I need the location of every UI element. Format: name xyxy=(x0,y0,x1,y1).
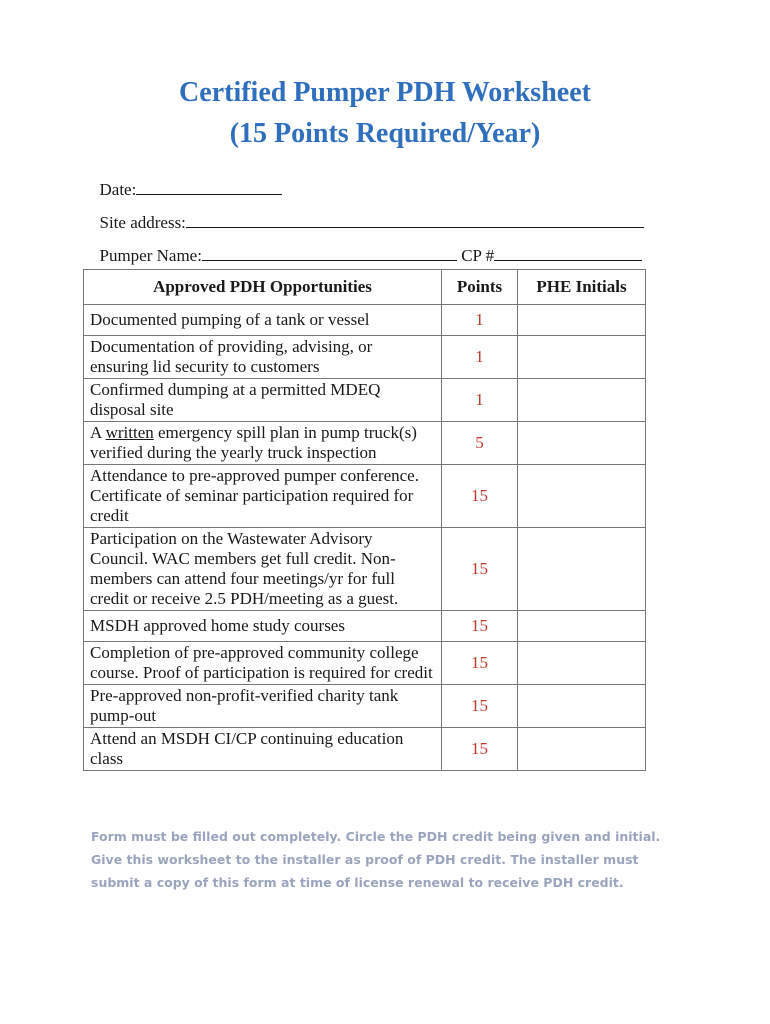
opportunity-text: MSDH approved home study courses xyxy=(90,616,345,635)
opportunity-text: Documentation of providing, advising, or xyxy=(90,337,373,356)
opportunity-cell xyxy=(84,528,442,611)
phe-initials-cell[interactable] xyxy=(518,611,646,642)
opportunity-text: Documented pumping of a tank or vessel xyxy=(90,310,370,329)
opportunity-text: Attend an MSDH CI/CP continuing education xyxy=(90,729,404,748)
footer-instructions xyxy=(91,825,711,894)
opportunity-text: Completion of pre-approved community college xyxy=(90,643,419,662)
footer-line: Give this worksheet to the installer as proof of PDH credit. The installer must xyxy=(91,852,639,867)
table-row xyxy=(84,305,646,336)
table-row xyxy=(84,379,646,422)
points-cell[interactable]: 15 xyxy=(442,642,518,685)
table-header-row xyxy=(84,270,646,305)
phe-initials-cell[interactable] xyxy=(518,336,646,379)
opportunity-cell xyxy=(84,685,442,728)
opportunity-text: course. Proof of participation is required for credit xyxy=(90,663,433,682)
opportunity-text: Council. WAC members get full credit. Non- xyxy=(90,549,396,568)
opportunity-text: Confirmed dumping at a permitted MDEQ xyxy=(90,380,381,399)
points-cell[interactable]: 15 xyxy=(442,611,518,642)
opportunity-text: class xyxy=(90,749,124,768)
opportunity-cell xyxy=(84,305,442,336)
footer-line: submit a copy of this form at time of license renewal to receive PDH credit. xyxy=(91,875,624,890)
table-row xyxy=(84,611,646,642)
opportunity-text: Certificate of seminar participation required for xyxy=(90,486,414,505)
opportunity-cell xyxy=(84,728,442,771)
points-cell[interactable]: 5 xyxy=(442,422,518,465)
table-row xyxy=(84,336,646,379)
opportunity-text: A xyxy=(90,423,106,442)
phe-initials-cell[interactable] xyxy=(518,422,646,465)
phe-initials-cell[interactable] xyxy=(518,685,646,728)
opportunity-text: disposal site xyxy=(90,400,174,419)
points-cell[interactable]: 15 xyxy=(442,685,518,728)
points-cell[interactable]: 15 xyxy=(442,728,518,771)
table-row xyxy=(84,728,646,771)
opportunity-text: Participation on the Wastewater Advisory xyxy=(90,529,373,548)
pumper-name-blank[interactable] xyxy=(202,245,457,261)
footer-line: Form must be filled out completely. Circle the PDH credit being given and initial. xyxy=(91,829,661,844)
phe-initials-cell[interactable] xyxy=(518,305,646,336)
opportunity-cell xyxy=(84,465,442,528)
table-row xyxy=(84,685,646,728)
opportunity-text: verified during the yearly truck inspection xyxy=(90,443,377,462)
points-cell[interactable]: 15 xyxy=(442,465,518,528)
phe-initials-cell[interactable] xyxy=(518,379,646,422)
opportunity-text: pump-out xyxy=(90,706,157,725)
header-phe-initials: PHE Initials xyxy=(518,270,646,305)
phe-initials-cell[interactable] xyxy=(518,728,646,771)
opportunity-text: emergency spill plan in pump truck(s) xyxy=(153,423,417,442)
table-row xyxy=(84,528,646,611)
pumper-name-label: Pumper Name: xyxy=(99,246,202,265)
opportunity-text: members can attend four meetings/yr for full xyxy=(90,569,395,588)
phe-initials-cell[interactable] xyxy=(518,528,646,611)
header-opportunities: Approved PDH Opportunities xyxy=(84,270,442,305)
phe-initials-cell[interactable] xyxy=(518,465,646,528)
date-label: Date: xyxy=(99,180,137,199)
points-cell[interactable]: 1 xyxy=(442,305,518,336)
opportunity-cell xyxy=(84,336,442,379)
opportunity-cell xyxy=(84,379,442,422)
opportunity-text: ensuring lid security to customers xyxy=(90,357,320,376)
table-row xyxy=(84,422,646,465)
opportunity-text: credit xyxy=(90,506,129,525)
page-subtitle: (15 Points Required/Year) xyxy=(229,118,541,149)
points-cell[interactable]: 1 xyxy=(442,379,518,422)
underlined-word: written xyxy=(105,423,154,442)
opportunity-text: Attendance to pre-approved pumper conference. xyxy=(90,466,419,485)
opportunity-cell xyxy=(84,422,442,465)
phe-initials-cell[interactable] xyxy=(518,642,646,685)
cp-number-blank[interactable] xyxy=(494,245,642,261)
opportunity-text: Pre-approved non-profit-verified charity tank xyxy=(90,686,399,705)
site-address-label: Site address: xyxy=(99,213,186,232)
opportunity-cell xyxy=(84,642,442,685)
pdh-table-body xyxy=(84,305,646,771)
pdh-table xyxy=(83,269,646,771)
opportunity-text: credit or receive 2.5 PDH/meeting as a guest. xyxy=(90,589,399,608)
points-cell[interactable]: 15 xyxy=(442,528,518,611)
cp-number-label: CP # xyxy=(461,246,495,265)
page-title: Certified Pumper PDH Worksheet xyxy=(179,77,591,108)
pumper-name-field xyxy=(91,225,642,266)
table-row xyxy=(84,642,646,685)
opportunity-cell xyxy=(84,611,442,642)
header-points: Points xyxy=(442,270,518,305)
points-cell[interactable]: 1 xyxy=(442,336,518,379)
table-row xyxy=(84,465,646,528)
